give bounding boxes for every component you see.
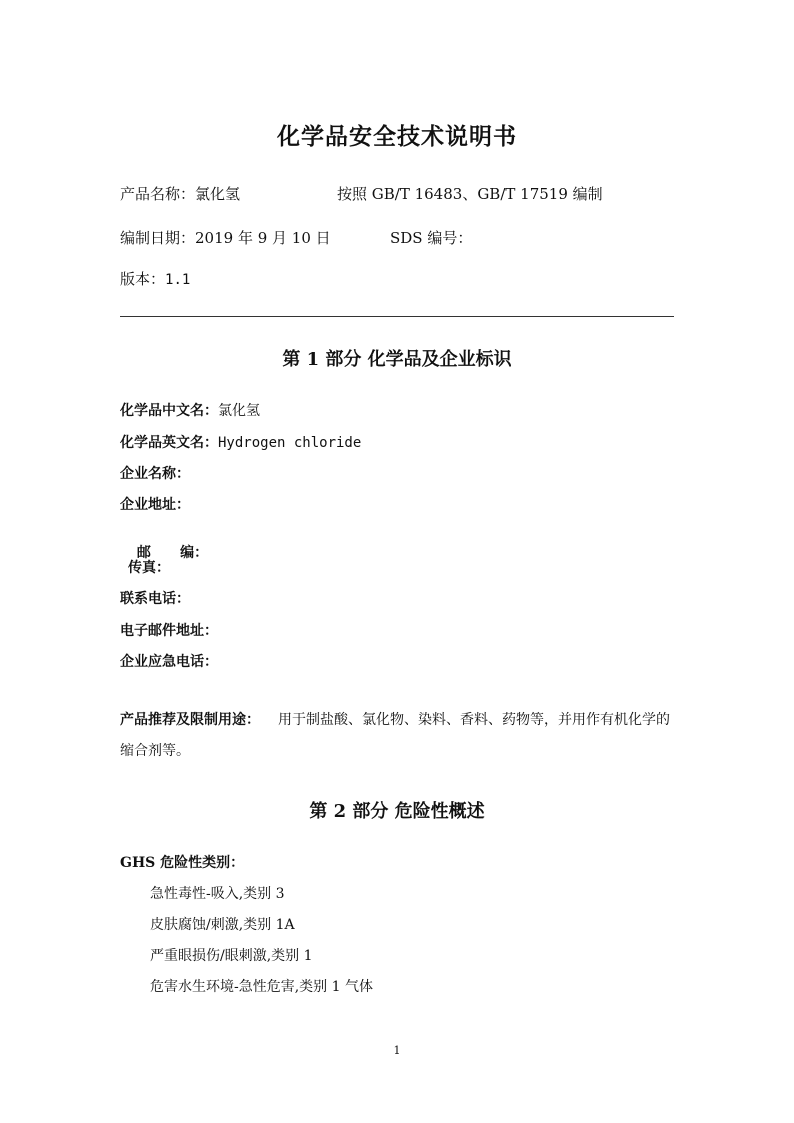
field-english-name [120, 432, 361, 452]
field-chinese-name [120, 400, 260, 420]
compile-date-label: 编制日期： [120, 229, 196, 247]
document-title: 化学品安全技术说明书 [277, 123, 517, 150]
field-label: 企业应急电话： [120, 654, 218, 670]
section-1-heading: 第 1 部分 化学品及企业标识 [282, 349, 512, 370]
usage-paragraph [120, 705, 682, 767]
field-label: 电子邮件地址： [120, 623, 218, 639]
field-email [120, 620, 218, 640]
version-line [120, 268, 190, 289]
sds-number-label: SDS 编号： [390, 229, 473, 247]
hazard-item: 危害水生环境-急性危害,类别 1 气体 [150, 979, 373, 995]
usage-text: 用于制盐酸、氯化物、染料、香料、药物等，并用作有机化学的缩合剂等。 [120, 712, 670, 759]
hazard-item: 皮肤腐蚀/刺激,类别 1A [150, 917, 295, 933]
product-name-line [120, 183, 240, 204]
compile-date-value: 2019 年 9 月 10 日 [195, 229, 331, 247]
field-value: Hydrogen chloride [218, 435, 362, 451]
field-label: 传真： [128, 560, 170, 576]
section-2-heading: 第 2 部分 危险性概述 [309, 801, 485, 822]
ghs-label: GHS 危险性类别： [120, 855, 245, 871]
field-label: 化学品英文名： [120, 435, 218, 451]
standard-reference: 按照 GB/T 16483、GB/T 17519 编制 [337, 185, 603, 203]
field-label: 企业名称： [120, 466, 190, 482]
field-label: 化学品中文名： [120, 403, 218, 419]
version-label: 版本： [120, 270, 166, 288]
field-label: 联系电话： [120, 591, 190, 607]
field-company-address [120, 494, 190, 514]
field-company-name [120, 463, 190, 483]
header-divider [120, 316, 674, 317]
product-name-value: 氯化氢 [195, 185, 241, 203]
compile-date-line [120, 227, 331, 248]
version-value: 1.1 [165, 272, 191, 288]
field-label: 邮 编： [136, 545, 209, 561]
field-label: 企业地址： [120, 497, 190, 513]
page-number: 1 [393, 1044, 401, 1057]
hazard-item: 严重眼损伤/眼刺激,类别 1 [150, 948, 313, 964]
field-fax [128, 557, 170, 577]
field-emergency-phone [120, 651, 218, 671]
hazard-item: 急性毒性-吸入,类别 3 [150, 886, 285, 902]
field-phone [120, 588, 190, 608]
field-value: 氯化氢 [218, 403, 260, 419]
product-name-label: 产品名称： [120, 185, 196, 203]
usage-label: 产品推荐及限制用途： [120, 712, 260, 728]
